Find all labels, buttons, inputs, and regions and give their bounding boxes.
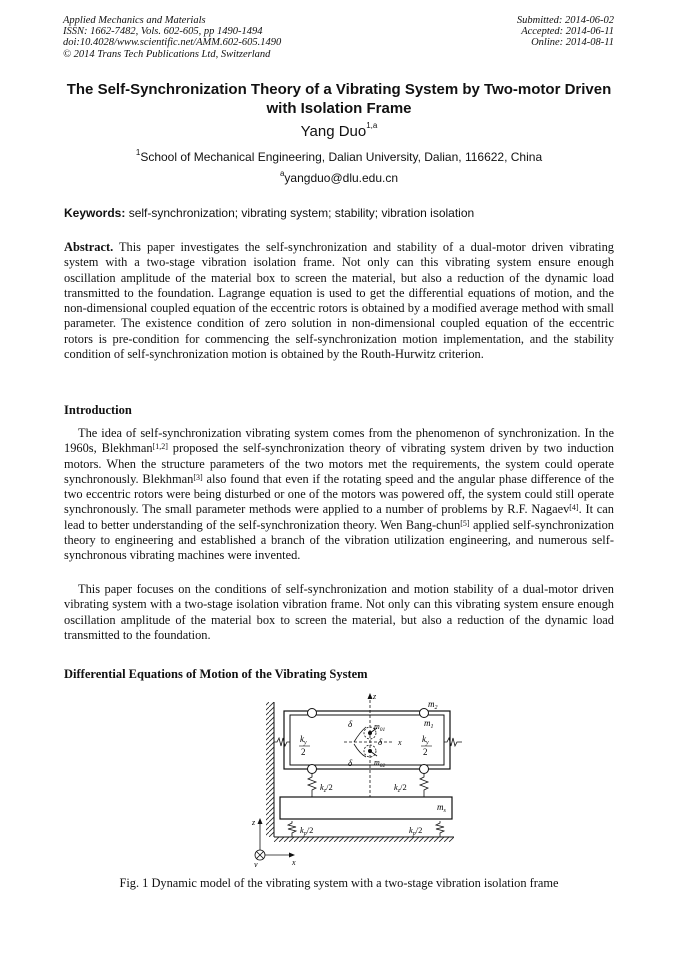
roller (420, 765, 429, 774)
intro-p1-text-4: . It can lead to better understanding of the self-synchronization theory. Wen Bang-chun (64, 502, 614, 532)
delta-label-1: δ (348, 719, 353, 729)
abstract (64, 240, 614, 362)
author-sup: 1,a (366, 121, 378, 130)
m01-label: $m_{01}$ (374, 722, 386, 733)
email-text: yangduo@dlu.edu.cn (284, 171, 399, 185)
intro-p1-text-5: applied self-synchronization theory to engineering and established a branch of the vibration utilization engineering, and numerous self-synchronous vibrating machines were invented. (64, 517, 614, 563)
ky-right-label: $k_y$ (422, 734, 429, 746)
delta-label-3: δ (378, 737, 383, 747)
copyright-line: © 2014 Trans Tech Publications Ltd, Switzerland (63, 48, 271, 60)
citation-4: [4] (569, 503, 579, 513)
kz-spring-right (420, 773, 428, 797)
paper-title: The Self-Synchronization Theory of a Vibrating System by Two-motor Driven with Isolation Frame (66, 81, 612, 117)
kp-left-label: $k_p/2$ (300, 825, 314, 837)
accepted-date: Accepted: 2014-06-11 (521, 26, 614, 38)
wall-hatch (266, 702, 274, 837)
keywords-label: Keywords: (64, 206, 126, 220)
roller (308, 765, 317, 774)
coord-x-arrow (289, 853, 295, 858)
email-line (0, 171, 678, 185)
z-arrow (368, 693, 373, 699)
figure-1 (244, 687, 466, 867)
ky-left-denom: 2 (301, 747, 306, 757)
x-label-center: x (398, 738, 402, 747)
kp-spring-left (288, 821, 296, 837)
keywords-text: self-synchronization; vibrating system; stability; vibration isolation (128, 206, 475, 220)
affiliation-line (0, 150, 678, 164)
online-date: Online: 2014-08-11 (531, 37, 614, 49)
figure-caption: Fig. 1 Dynamic model of the vibrating system with a two-stage vibration isolation frame (119, 876, 559, 890)
ky-left-label: $k_y$ (300, 734, 307, 746)
dynamic-model-diagram (244, 687, 466, 867)
keywords (64, 206, 474, 220)
coord-z-label: z (252, 818, 256, 827)
kp-spring-right (436, 821, 444, 837)
left-spring (274, 738, 290, 746)
issn-line: ISSN: 1662-7482, Vols. 602-605, pp 1490-1494 (63, 26, 263, 38)
submitted-date: Submitted: 2014-06-02 (516, 15, 614, 26)
box-m1 (290, 715, 444, 765)
right-spring (444, 738, 462, 746)
abstract-text: This paper investigates the self-synchronization and stability of a dual-motor driven vibrating system with a two-stage vibration isolation frame. Not only can this vibrating system ensure enough oscillation amplitude of the material box to screen the material, but also a reduction of the dynamic load transmitted to the foundation. Lagrange equation is used to get the differential equations of motion, and the non-dimensional coupled equation of the eccentric rotors is obtained by a modified average method with small parameter. The existence condition of zero solution in non-dimensional coupled equation of the eccentric rotors is pre-condition for commencing the self-synchronization motion implementation, and the stability condition of self-synchronization motion is obtained by the Routh-Hurwitz criterion. (64, 240, 615, 362)
differential-equations-heading: Differential Equations of Motion of the Vibrating System (64, 667, 368, 681)
m1-label: $m_1$ (424, 718, 434, 730)
coord-x-label: x (292, 858, 296, 867)
kz-left-label: $k_z/2$ (320, 782, 333, 794)
abstract-label: Abstract. (64, 240, 114, 254)
affiliation-sup: 1 (135, 148, 141, 157)
kz-spring-left (308, 773, 316, 797)
affiliation-text: School of Mechanical Engineering, Dalian University, Dalian, 116622, China (140, 150, 543, 164)
introduction-heading: Introduction (64, 403, 132, 417)
coord-z-arrow (258, 818, 263, 824)
z-label-top: z (373, 692, 377, 701)
body-ms (280, 797, 452, 819)
citation-5: [5] (460, 518, 470, 528)
citation-3: [3] (193, 472, 203, 482)
intro-p1-text-3: also found that even if the rotating speed and the angular phase difference of the two eccentric rotors were being disturbed or one of the motors was powered off, the system could still operate synchronously. The small parameter methods were applied to a number of problems by R.F. Nagaev (64, 471, 614, 517)
roller (420, 709, 429, 718)
rotation-arc-1 (354, 727, 366, 742)
intro-p1-text-1: The idea of self-synchronization vibrating system comes from the phenomenon of synchronization. In the 1960s, Blekhman (64, 426, 614, 456)
delta-label-2: δ (348, 758, 353, 768)
kz-right-label: $k_z/2$ (394, 782, 407, 794)
intro-paragraph-2: This paper focuses on the conditions of self-synchronization and motion stability of a dual-motor driven vibrating system with a two-stage isolation vibration frame. Not only can this vibrating system ensure enough oscillation amplitude of the material box to screen the material, but also a reduction of the dynamic load transmitted to the foundation. (64, 582, 614, 642)
journal-name: Applied Mechanics and Materials (63, 15, 206, 26)
ground-hatch (274, 837, 454, 842)
intro-p1-text-2: proposed the self-synchronization theory of vibrating system driven by two induction motors. When the structure parameters of the two motors met the requirements, the system could operate synchronously. Blekhman (64, 441, 614, 486)
author-line (0, 123, 678, 140)
m2-label: $m_2$ (428, 699, 438, 711)
author-name: Yang Duo (300, 123, 367, 140)
ms-label: $m_s$ (437, 802, 446, 814)
ky-right-denom: 2 (423, 747, 428, 757)
m02-label: $m_{02}$ (374, 758, 386, 769)
roller (308, 709, 317, 718)
dates-info (517, 15, 614, 49)
coord-y-label: y (254, 860, 258, 867)
journal-info (63, 15, 281, 60)
kp-right-label: $k_p/2$ (409, 825, 423, 837)
intro-paragraph-1 (64, 426, 614, 564)
citation-1-2: [1,2] (152, 442, 168, 452)
doi-line: doi:10.4028/www.scientific.net/AMM.602-605.1490 (63, 37, 282, 49)
email-sup: a (279, 169, 285, 178)
